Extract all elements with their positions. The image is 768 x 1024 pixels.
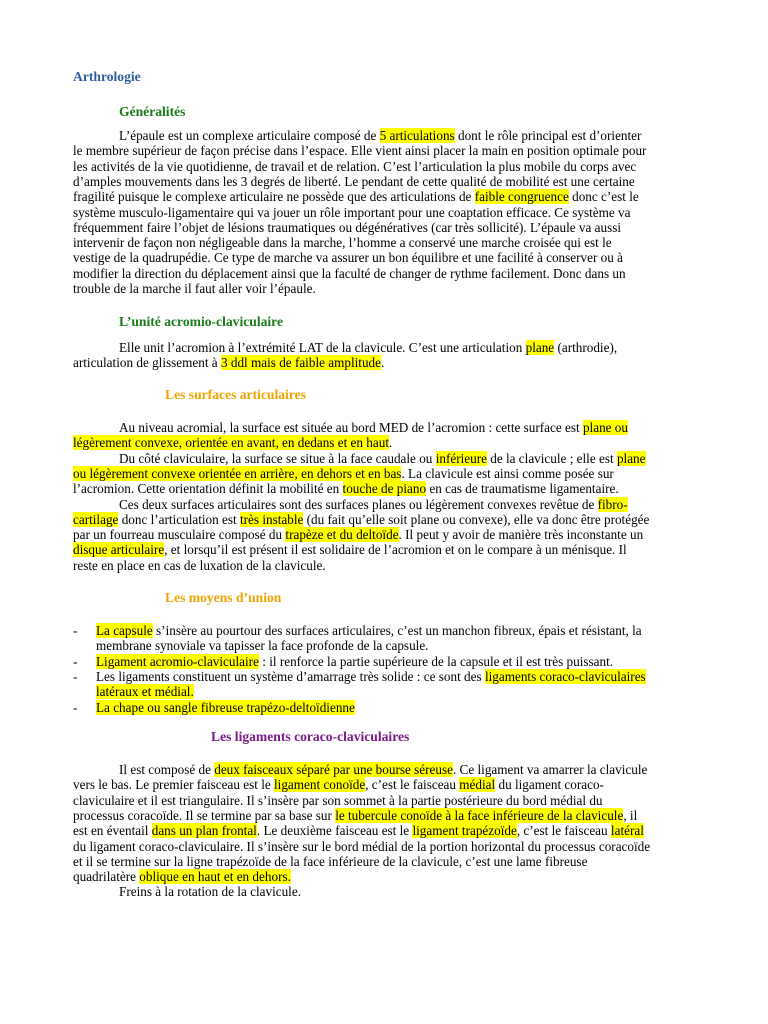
text-line: [119, 884, 301, 899]
text-segment: fragilité puisque le complexe articulaire ne possède que des articulations de: [73, 189, 475, 205]
text-line: [73, 793, 603, 808]
highlighted-text: 5 articulations: [379, 128, 455, 143]
text-segment: (du fait qu’elle soit plane ou convexe), elle va donc être protégée: [303, 511, 650, 527]
list-bullet: -: [73, 623, 78, 638]
highlighted-text: légèrement convexe, orientée en avant, en dedans et en haut: [73, 435, 389, 451]
text-segment: vestige de la quadrupédie. Ce type de marche va assurer un bon équilibre et une facilité à conserver ou à: [73, 250, 623, 266]
highlighted-text: faible congruence: [474, 189, 569, 205]
text-segment: donc c’est le: [568, 189, 639, 205]
text-line: [73, 159, 636, 174]
text-line: [73, 281, 316, 296]
text-segment: vers le bas. Le premier faisceau est le: [73, 777, 275, 793]
text-line: [73, 143, 646, 158]
text-segment: par un fourreau musculaire composé du: [73, 527, 286, 543]
text-segment: , c’est le faisceau: [365, 777, 460, 793]
text-segment: , il: [623, 807, 638, 823]
text-line: [73, 823, 644, 838]
list-item-line: [96, 623, 642, 638]
highlighted-text: dans un plan frontal: [151, 823, 257, 839]
text-segment: : il renforce la partie supérieure de la capsule et il est très puissant.: [258, 653, 614, 669]
text-segment: modifier la direction du déplacement ainsi que la faculté de changer de rythme facilement. Donc dans un: [73, 265, 626, 281]
highlighted-text: plane: [616, 450, 646, 466]
text-segment: .: [389, 435, 393, 451]
text-segment: L’épaule est un complexe articulaire composé de: [119, 128, 380, 143]
text-line: [73, 435, 392, 450]
text-line: [73, 777, 604, 792]
text-line: [73, 527, 643, 542]
highlighted-text: très instable: [239, 511, 304, 527]
text-line: [73, 266, 626, 281]
text-line: [73, 355, 384, 370]
text-segment: . Le deuxième faisceau est le: [256, 823, 413, 839]
highlighted-text: 3 ddl mais de faible amplitude: [220, 355, 381, 371]
text-line: [73, 808, 637, 823]
text-segment: les activités de la vie quotidienne, de travail et de relation. C’est l’articulation la plus mobile du corps avec: [73, 158, 637, 174]
heading-acromio-claviculaire: L’unité acromio-claviculaire: [119, 314, 283, 329]
text-line: [73, 205, 630, 220]
highlighted-text: cartilage: [73, 511, 119, 527]
highlighted-text: deux faisceaux séparé par une bourse séreuse: [214, 762, 453, 777]
text-segment: Les ligaments constituent un système d’amarrage très solide : ce sont des: [96, 668, 485, 684]
highlighted-text: La capsule: [96, 623, 153, 638]
list-bullet: -: [73, 668, 78, 684]
text-line: [119, 762, 647, 777]
text-line: [119, 497, 628, 512]
text-line: [73, 839, 650, 854]
text-line: [73, 189, 639, 204]
text-line: [73, 542, 627, 557]
text-segment: Au niveau acromial, la surface est située au bord MED de l’acromion : cette surface est: [119, 420, 583, 435]
text-segment: en cas de traumatisme ligamentaire.: [426, 481, 619, 497]
highlighted-text: médial: [459, 777, 496, 793]
highlighted-text: inférieure: [435, 450, 487, 466]
text-segment: intervenir de façon non négligeable dans la marche, l’homme a conservé une marche croisée qui est le: [73, 235, 612, 251]
list-item-line: [96, 669, 646, 684]
text-segment: . Ce ligament va amarrer la clavicule: [452, 762, 648, 777]
text-segment: articulation de glissement à: [73, 355, 221, 371]
text-segment: s’insère au pourtour des surfaces articulaires, c’est un manchon fibreux, épais et résistant, la: [152, 623, 642, 638]
list-bullet: -: [73, 699, 78, 715]
heading-surfaces-articulaires: Les surfaces articulaires: [165, 387, 306, 402]
text-segment: , c’est le faisceau: [516, 823, 611, 839]
text-segment: . La clavicule est ainsi comme posée sur: [401, 465, 614, 481]
highlighted-text: ou légèrement convexe orientée en arrière, en dehors et en bas: [73, 465, 402, 481]
highlighted-text: latéraux et médial.: [96, 684, 194, 700]
text-segment: Freins à la rotation de la clavicule.: [119, 884, 301, 900]
list-bullet: -: [73, 653, 78, 669]
text-segment: claviculaire et il est triangulaire. Il s’insère par son sommet à la partie postérieure du bord médial du: [73, 792, 603, 808]
text-segment: Il est composé de: [119, 762, 215, 777]
list-item-line: [96, 638, 428, 653]
text-line: [73, 558, 326, 573]
text-segment: Elle unit l’acromion à l’extrémité LAT de la clavicule. C’est une articulation: [119, 340, 526, 355]
text-segment: membrane synoviale va tapisser la face profonde de la capsule.: [96, 638, 429, 654]
list-item-line: [96, 684, 194, 699]
text-segment: d’amples mouvements dans les 3 degrés de liberté. Le pendant de cette qualité de mobilité est une certaine: [73, 173, 635, 189]
text-line: [73, 854, 587, 869]
text-line: [119, 340, 617, 355]
highlighted-text: oblique en haut et en dehors.: [139, 869, 291, 885]
heading-ligaments-coraco-claviculaires: Les ligaments coraco-claviculaires: [211, 729, 410, 744]
highlighted-text: La chape ou sangle fibreuse trapézo-deltoïdienne: [96, 699, 355, 715]
text-segment: du ligament coraco-: [495, 777, 604, 793]
text-segment: système musculo-ligamentaire qui va jouer un rôle important pour une coaptation efficace. Ce système va: [73, 204, 631, 220]
highlighted-text: plane ou: [582, 420, 628, 435]
text-segment: le membre supérieur de façon précise dans l’espace. Elle vient ainsi placer la main en position optimale pour: [73, 143, 647, 159]
list-item-line: [96, 654, 613, 669]
highlighted-text: ligaments coraco-claviculaires: [484, 668, 646, 684]
highlighted-text: latéral: [610, 823, 644, 839]
document-title: Arthrologie: [73, 69, 141, 84]
text-segment: trouble de la marche il faut aller voir l’épaule.: [73, 281, 316, 296]
highlighted-text: Ligament acromio-claviculaire: [96, 653, 259, 669]
text-line: [119, 451, 646, 466]
text-line: [73, 481, 619, 496]
text-segment: est en éventail: [73, 823, 152, 839]
text-segment: de la clavicule ; elle est: [486, 450, 617, 466]
text-line: [73, 220, 621, 235]
highlighted-text: plane: [525, 340, 555, 355]
text-segment: et il se termine sur la ligne trapézoïde de la face inférieure de la clavicule, c’est une lame fibreuse: [73, 853, 588, 869]
text-line: [73, 512, 649, 527]
text-line: [73, 235, 612, 250]
text-line: [119, 420, 628, 435]
text-segment: (arthrodie),: [554, 340, 618, 355]
text-segment: .: [381, 355, 385, 371]
text-line: [119, 128, 641, 143]
text-segment: fréquemment faire l’objet de lésions traumatiques ou dégénératives (car très sollicité). L’épaule va aussi: [73, 219, 622, 235]
heading-moyens-union: Les moyens d’union: [165, 590, 282, 605]
text-segment: quadrilatère: [73, 869, 140, 885]
highlighted-text: fibro-: [597, 496, 628, 512]
text-line: [73, 174, 635, 189]
text-line: [73, 250, 623, 265]
highlighted-text: ligament trapézoïde: [412, 823, 517, 839]
list-item-line: [96, 700, 355, 715]
highlighted-text: ligament conoïde: [274, 777, 366, 793]
text-segment: donc l’articulation est: [118, 511, 240, 527]
text-line: [73, 466, 614, 481]
text-segment: Ces deux surfaces articulaires sont des surfaces planes ou légèrement convexes revêtue de: [119, 496, 598, 512]
text-segment: dont le rôle principal est d’orienter: [454, 128, 642, 143]
highlighted-text: le tubercule conoïde à la face inférieure de la clavicule: [335, 807, 624, 823]
highlighted-text: disque articulaire: [73, 542, 165, 558]
text-segment: , et lorsqu’il est présent il est solidaire de l’acromion et on le compare à un ménisque. Il: [164, 542, 627, 558]
highlighted-text: trapèze et du deltoïde: [285, 527, 399, 543]
text-segment: reste en place en cas de luxation de la clavicule.: [73, 557, 326, 573]
heading-generalites: Généralités: [119, 104, 186, 119]
text-segment: processus coracoïde. Il se termine par sa base sur: [73, 807, 336, 823]
text-line: [73, 869, 291, 884]
text-segment: Du côté claviculaire, la surface se situe à la face caudale ou: [119, 450, 436, 466]
text-segment: . Il peut y avoir de manière très inconstante un: [398, 527, 644, 543]
text-segment: l’acromion. Cette orientation définit la mobilité en: [73, 481, 343, 497]
highlighted-text: touche de piano: [342, 481, 427, 497]
text-segment: du ligament coraco-claviculaire. Il s’insère sur le bord médial de la portion horizontal du processus coracoïde: [73, 838, 651, 854]
